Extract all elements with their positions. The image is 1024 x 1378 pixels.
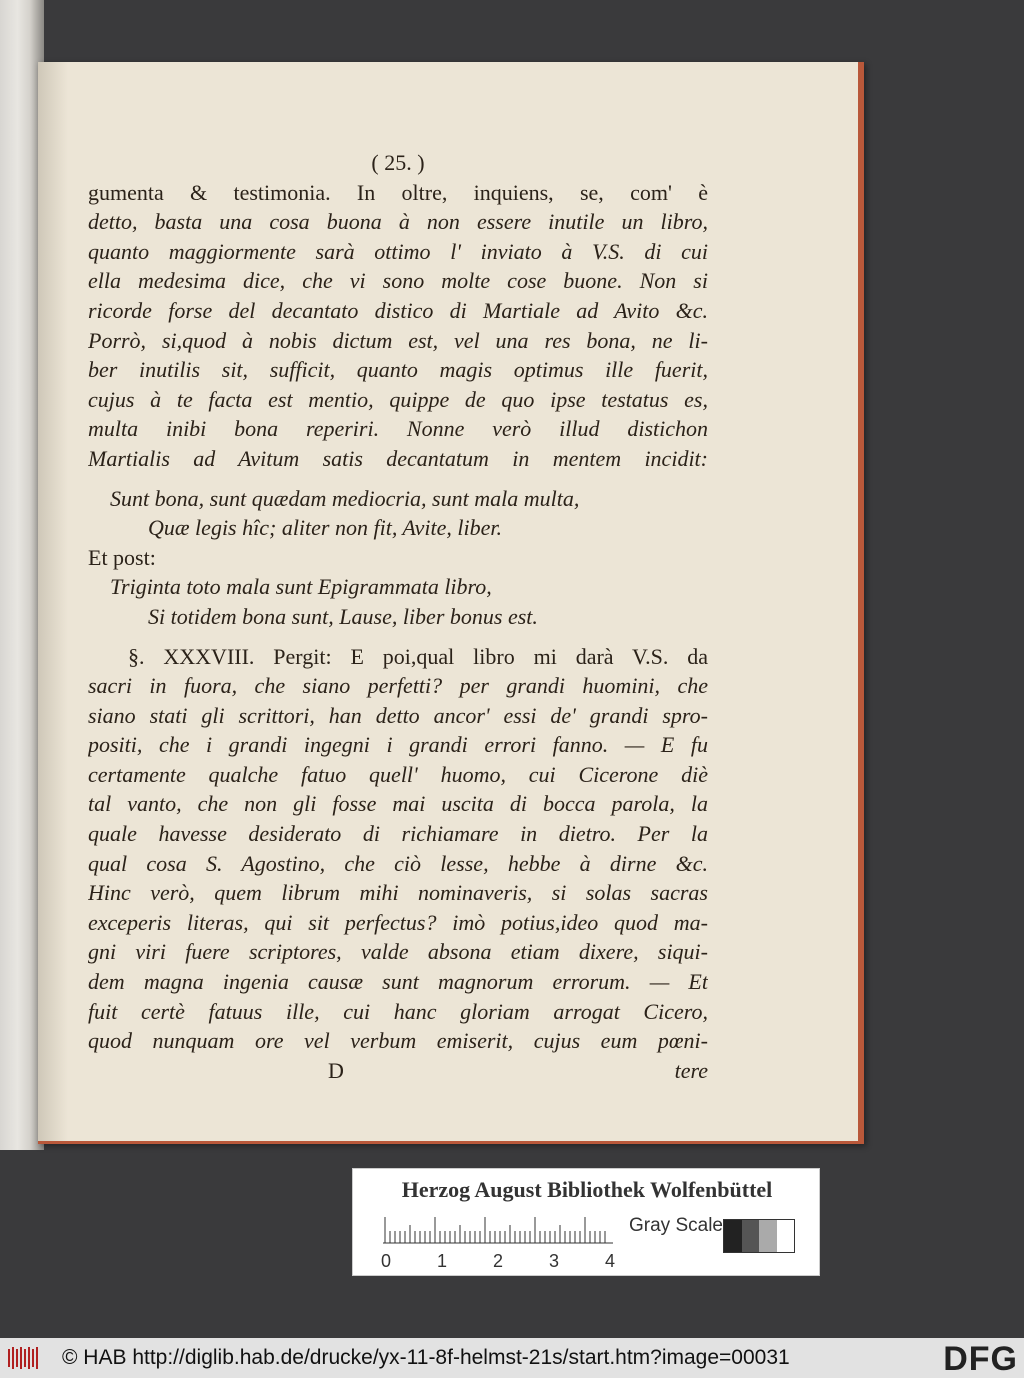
text-line: quod nunquam ore vel verbum emiserit, cujus eum pœni- <box>88 1028 708 1054</box>
text-line: multa inibi bona reperiri. Nonne verò illud distichon <box>88 416 708 442</box>
text-line: Hinc verò, quem librum mihi nominaveris, si solas sacras <box>88 880 708 906</box>
text-line: dem magna ingenia causæ sunt magnorum errorum. — Et <box>88 969 708 995</box>
text-line: Porrò, si,quod à nobis dictum est, vel una res bona, ne li- <box>88 327 708 353</box>
ruler-number: 1 <box>437 1251 448 1271</box>
text-line: §. XXXVIII. Pergit: E poi,qual libro mi darà V.S. da <box>128 643 708 669</box>
paragraph-2 <box>88 642 708 1056</box>
page-header: ( 25. ) <box>371 150 425 175</box>
footer-bar <box>0 1338 1024 1378</box>
text-line: ella medesima dice, che vi sono molte cose buone. Non si <box>88 268 708 294</box>
text-line: fuit certè fatuus ille, cui hanc gloriam arrogat Cicero, <box>88 998 708 1024</box>
text-line: quanto maggiormente sarà ottimo l' inviato à V.S. di cui <box>88 238 708 264</box>
text-line: ricorde forse del decantato distico di Martiale ad Avito &c. <box>88 297 708 323</box>
ruler-number: 4 <box>605 1251 616 1271</box>
text-line: Triginta toto mala sunt Epigrammata libro, <box>110 574 492 600</box>
reference-card <box>352 1168 820 1276</box>
text-line: cujus à te facta est mentio, quippe de quo ipse testatus es, <box>88 386 708 412</box>
signature-line <box>88 1056 708 1086</box>
signature-mark: D <box>328 1057 344 1083</box>
page-text <box>88 148 708 1085</box>
text-line: detto, basta una cosa buona à non essere inutile un libro, <box>88 209 708 235</box>
text-line: tal vanto, che non gli fosse mai uscita di bocca parola, la <box>88 791 708 817</box>
ruler-number: 2 <box>493 1251 504 1271</box>
gray-swatch <box>742 1220 760 1252</box>
cm-ruler <box>383 1213 613 1245</box>
ruler-number: 3 <box>549 1251 560 1271</box>
gray-scale-label: Gray Scale <box>629 1215 723 1236</box>
verse-1 <box>88 484 708 543</box>
text-line: gni viri fuere scriptores, valde absona etiam dixere, siqui- <box>88 939 708 965</box>
text-line: positi, che i grandi ingegni i grandi errori fanno. — E fu <box>88 732 708 758</box>
text-line: siano stati gli scrittori, han detto ancor' essi de' grandi spro- <box>88 702 708 728</box>
ruler-number: 0 <box>381 1251 392 1271</box>
gray-swatch <box>777 1220 795 1252</box>
copyright-url[interactable]: © HAB http://diglib.hab.de/drucke/yx-11-8f-helmst-21s/start.htm?image=00031 <box>62 1346 790 1369</box>
text-line: Quæ legis hîc; aliter non fit, Avite, liber. <box>148 515 503 541</box>
text-line: quale havesse desiderato di richiamare in dietro. Per la <box>88 821 708 847</box>
gray-scale-swatches <box>723 1219 795 1253</box>
text-line: gumenta & testimonia. In oltre, inquiens, se, com' è <box>88 179 708 205</box>
page-gutter <box>38 62 68 1141</box>
text-line: Sunt bona, sunt quædam mediocria, sunt mala multa, <box>110 485 580 511</box>
hab-logo-icon <box>0 1338 48 1378</box>
text-line: Martialis ad Avitum satis decantatum in mentem incidit: <box>88 445 708 471</box>
text-line: qual cosa S. Agostino, che ciò lesse, hebbe à dirne &c. <box>88 850 708 876</box>
et-post: Et post: <box>88 544 156 570</box>
dfg-logo: DFG <box>943 1340 1018 1378</box>
gray-swatch <box>759 1220 777 1252</box>
text-line: Si totidem bona sunt, Lause, liber bonus est. <box>148 603 538 629</box>
book-page <box>38 62 864 1144</box>
verse-2 <box>88 572 708 631</box>
text-line: exceperis literas, qui sit perfectus? imò potius,ideo quod ma- <box>88 909 708 935</box>
catchword: tere <box>674 1057 708 1083</box>
text-line: ber inutilis sit, sufficit, quanto magis optimus ille fuerit, <box>88 357 708 383</box>
paragraph-1 <box>88 178 708 474</box>
text-line: sacri in fuora, che siano perfetti? per grandi huomini, che <box>88 673 708 699</box>
gray-swatch <box>724 1220 742 1252</box>
library-name: Herzog August Bibliothek Wolfenbüttel <box>401 1177 773 1202</box>
text-line: certamente qualche fatuo quell' huomo, cui Cicerone diè <box>88 761 708 787</box>
